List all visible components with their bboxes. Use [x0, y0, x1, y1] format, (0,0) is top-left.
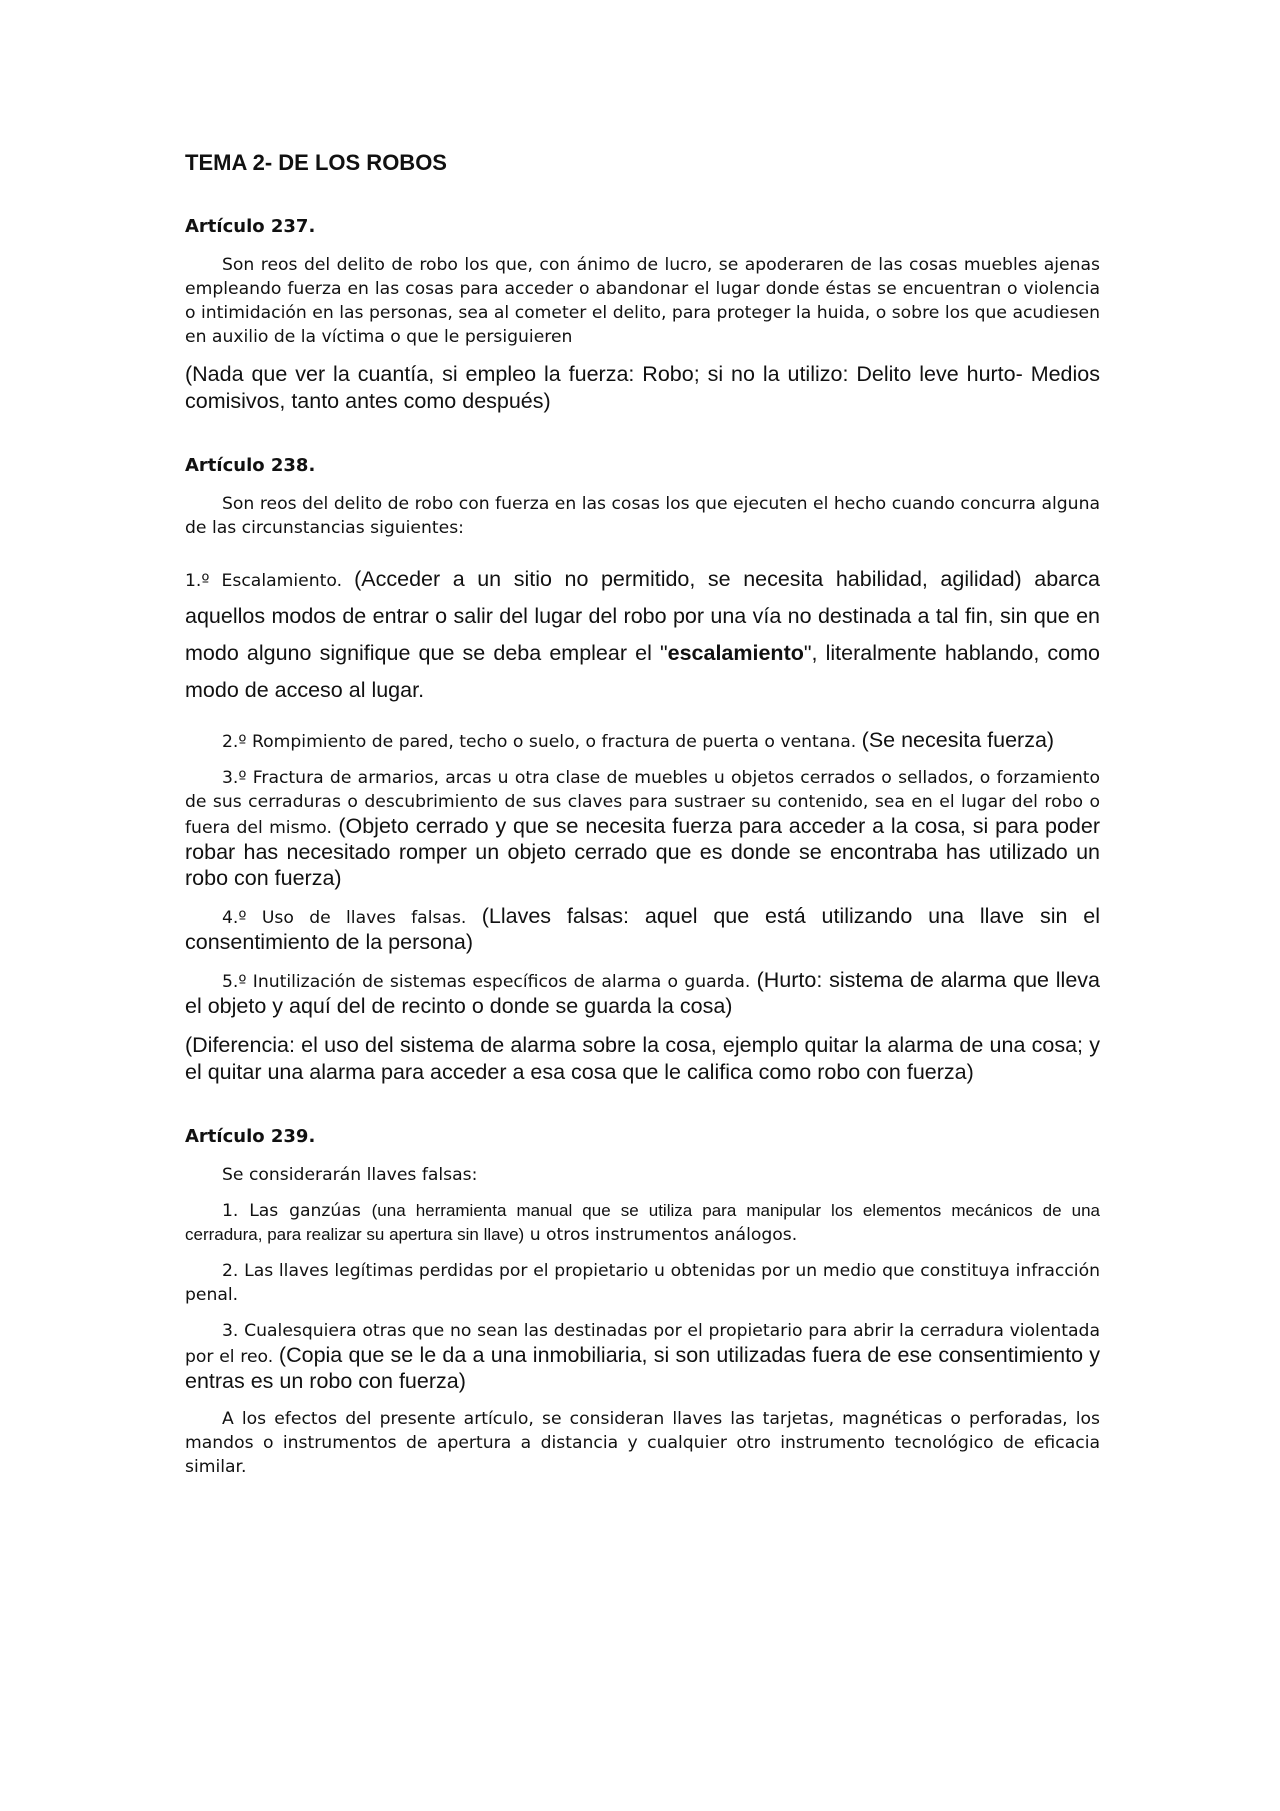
article-238-item-2 [185, 728, 1100, 754]
item-3-note: (Copia que se le da a una inmobiliaria, si son utilizadas fuera de ese consentimiento y entras es un robo con fuerza) [185, 1343, 1101, 1393]
article-239-item-1 [185, 1199, 1100, 1247]
article-238-item-1 [185, 562, 1100, 710]
article-238-intro: Son reos del delito de robo con fuerza en las cosas los que ejecuten el hecho cuando concurra alguna de las circunstancias siguientes: [185, 494, 1100, 538]
article-238-difference-note: (Diferencia: el uso del sistema de alarma sobre la cosa, ejemplo quitar la alarma de una cosa; y el quitar una alarma para acceder a esa cosa que le califica como robo con fuerza) [185, 1033, 1100, 1084]
item-1-law-text: 1.º Escalamiento. [185, 571, 343, 591]
item-4-note: (Llaves falsas: aquel que está utilizando una llave sin el consentimiento de la persona) [185, 904, 1101, 954]
item-3-note: (Objeto cerrado y que se necesita fuerza para acceder a la cosa, si para poder robar has necesitado romper un objeto cerrado que es donde se encontraba has utilizado un robo con fuerza) [185, 814, 1101, 890]
article-239-final-paragraph: A los efectos del presente artículo, se consideran llaves las tarjetas, magnéticas o perforadas, los mandos o instrumentos de apertura a distancia y cualquier otro instrumento tecnológico de eficacia similar. [185, 1409, 1100, 1477]
item-2-note: (Se necesita fuerza) [861, 728, 1055, 752]
article-237-text: Son reos del delito de robo los que, con ánimo de lucro, se apoderaren de las cosas muebles ajenas empleando fuerza en las cosas para acceder o abandonar el lugar donde éstas se encuentran o violencia o intimidación en las personas, sea al cometer el delito, para proteger la huida, o sobre los que acudiesen en auxilio de la víctima o que le persiguieren [185, 255, 1100, 347]
article-237-heading: Artículo 237. [185, 216, 316, 237]
item-4-law-text: 4.º Uso de llaves falsas. [222, 908, 467, 928]
document-page [185, 150, 1100, 1491]
article-238-item-4 [185, 904, 1100, 956]
article-237-note: (Nada que ver la cuantía, si empleo la fuerza: Robo; si no la utilizo: Delito leve hurto- Medios comisivos, tanto antes como después) [185, 362, 1100, 413]
item-5-note: (Hurto: sistema de alarma que lleva el objeto y aquí del de recinto o donde se guarda la cosa) [185, 968, 1100, 1018]
article-238-heading: Artículo 238. [185, 455, 316, 476]
item-1-note-start: (Acceder a un sitio no permitido, se necesita habilidad, agilidad) abarca aquellos modos de entrar o salir del lugar del robo por una vía no destinada a tal fin, sin que en modo alguno signifique que se deba emplear el " [185, 567, 1101, 665]
article-238-item-5 [185, 968, 1100, 1020]
item-5-law-text: 5.º Inutilización de sistemas específicos de alarma o guarda. [222, 972, 751, 992]
article-239-item-3 [185, 1319, 1100, 1395]
document-title: TEMA 2- DE LOS ROBOS [185, 150, 447, 175]
article-238-item-3 [185, 766, 1100, 892]
article-239-intro: Se considerarán llaves falsas: [222, 1165, 478, 1185]
item-3-law-text: 3. Cualesquiera otras que no sean las destinadas por el propietario para abrir la cerradura violentada por el reo. [185, 1321, 1100, 1367]
article-239-item-2: 2. Las llaves legítimas perdidas por el propietario u obtenidas por un medio que constituya infracción penal. [185, 1261, 1100, 1305]
item-1-definition-note: (una herramienta manual que se utiliza para manipular los elementos mecánicos de una cerradura, para realizar su apertura sin llave) [185, 1201, 1100, 1244]
item-2-law-text: 2.º Rompimiento de pared, techo o suelo, o fractura de puerta o ventana. [222, 732, 857, 752]
item-1-note-end: ", literalmente hablando, como modo de acceso al lugar. [185, 641, 1100, 702]
item-1-end: u otros instrumentos análogos. [529, 1225, 798, 1245]
item-3-law-text: 3.º Fractura de armarios, arcas u otra clase de muebles u objetos cerrados o sellados, o forzamiento de sus cerraduras o descubrimiento de sus claves para sustraer su contenido, sea en el lugar del robo o fuera del mismo. [185, 768, 1100, 838]
item-1-start: 1. Las ganzúas [222, 1201, 361, 1221]
article-239-heading: Artículo 239. [185, 1126, 316, 1147]
item-1-note-bold: escalamiento [667, 641, 804, 665]
